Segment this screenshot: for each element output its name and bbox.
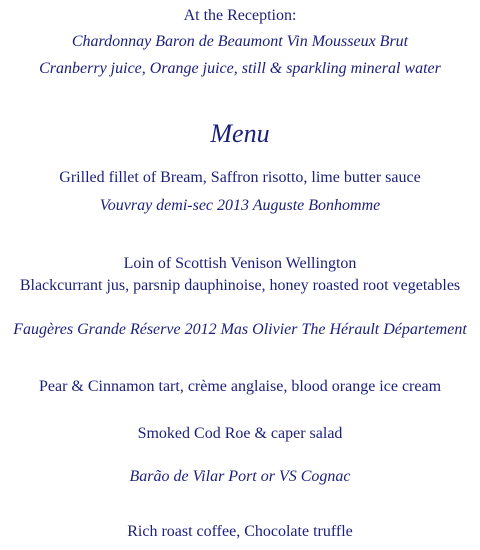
coffee-dish: Rich roast coffee, Chocolate truffle: [127, 523, 353, 540]
savoury-dish: Smoked Cod Roe & caper salad: [137, 425, 343, 442]
main-accompaniments: Blackcurrant jus, parsnip dauphinoise, honey roasted root vegetables: [19, 277, 461, 294]
savoury-wine: Barão de Vilar Port or VS Cognac: [129, 468, 351, 485]
starter-wine: Vouvray demi-sec 2013 Auguste Bonhomme: [99, 197, 381, 214]
dessert-dish: Pear & Cinnamon tart, crème anglaise, blood orange ice cream: [38, 378, 442, 395]
reception-wine: Chardonnay Baron de Beaumont Vin Mousseux Brut: [71, 33, 409, 50]
main-dish: Loin of Scottish Venison Wellington: [123, 255, 357, 272]
reception-soft-drinks: Cranberry juice, Orange juice, still & sparkling mineral water: [39, 60, 441, 77]
starter-dish: Grilled fillet of Bream, Saffron risotto, lime butter sauce: [59, 169, 421, 186]
menu-title: Menu: [210, 119, 270, 148]
main-wine: Faugères Grande Réserve 2012 Mas Olivier The Hérault Département: [13, 321, 467, 338]
reception-heading: At the Reception:: [183, 7, 297, 24]
